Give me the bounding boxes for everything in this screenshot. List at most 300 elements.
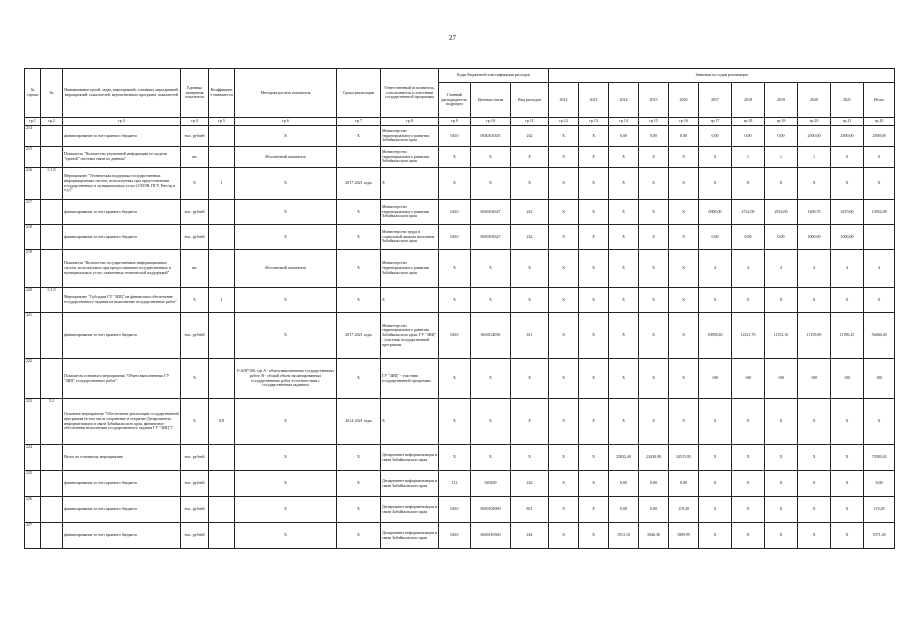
year-value-cell: Х (549, 359, 579, 399)
year-value-cell: Х (639, 313, 669, 359)
year-value-cell: 1409,70 (798, 200, 831, 225)
unit-cell: тыс. рублей (181, 497, 209, 523)
year-value-cell: 1913,10 (609, 523, 639, 549)
year-value-cell: 100 (765, 359, 798, 399)
year-value-cell: 4 (864, 250, 895, 288)
year-value-cell: Х (639, 200, 669, 225)
year-value-cell: Х (864, 399, 895, 445)
table-body (25, 126, 895, 549)
year-value-cell: Х (579, 359, 609, 399)
year-value-cell: Х (579, 126, 609, 147)
row-number-cell: 216 (25, 168, 41, 200)
year-value-cell: 4 (798, 250, 831, 288)
table-row (25, 523, 895, 549)
year-value-cell: Х (669, 250, 699, 288)
coefficient-cell: 1 (209, 168, 235, 200)
coefficient-cell (209, 497, 235, 523)
header-term: Сроки реализации (337, 69, 381, 118)
unit-cell: шт. (181, 250, 209, 288)
row-number-cell: 215 (25, 147, 41, 168)
year-value-cell: Х (579, 200, 609, 225)
year-value-cell: Х (699, 168, 732, 200)
code-cell: 5.2 (41, 399, 63, 445)
year-value-cell: Х (699, 399, 732, 445)
header-csr: Целевая статья (471, 83, 511, 118)
year-value-cell: 0,00 (765, 126, 798, 147)
method-cell: Абсолютный показатель (235, 147, 337, 168)
unit-cell: шт. (181, 147, 209, 168)
table-row (25, 399, 895, 445)
responsible-cell: Министерство территориального развития Забайкальского края (381, 126, 439, 147)
year-value-cell: Х (609, 313, 639, 359)
year-value-cell: Х (831, 471, 864, 497)
csr-cell: Х (471, 359, 511, 399)
header-year: 2016 (669, 83, 699, 118)
year-value-cell: 0 (831, 147, 864, 168)
year-value-cell: Х (864, 288, 895, 313)
column-number-cell: гр.16 (669, 118, 699, 126)
year-value-cell: 4 (831, 250, 864, 288)
year-value-cell: Х (798, 445, 831, 471)
csr-cell: Х (471, 147, 511, 168)
method-cell: Х (235, 288, 337, 313)
year-value-cell: Х (669, 313, 699, 359)
year-value-cell: 56466,40 (864, 313, 895, 359)
header-coefficient: Коэффициент значимости (209, 69, 235, 118)
coefficient-cell (209, 359, 235, 399)
year-value-cell: Х (798, 523, 831, 549)
year-value-cell: Х (732, 168, 765, 200)
year-value-cell: 119,28 (864, 497, 895, 523)
name-cell: финансирование за счет краевого бюджета (63, 225, 181, 250)
year-value-cell: 2914,00 (765, 200, 798, 225)
year-value-cell: 0000,00 (699, 200, 732, 225)
coefficient-cell: 1 (209, 288, 235, 313)
column-number-cell: гр.19 (765, 118, 798, 126)
year-value-cell: 100 (831, 359, 864, 399)
year-value-cell: Х (798, 497, 831, 523)
coefficient-cell (209, 126, 235, 147)
year-value-cell: 1000,00 (831, 225, 864, 250)
year-value-cell: Х (579, 313, 609, 359)
column-number-cell: гр.7 (337, 118, 381, 126)
year-value-cell: Х (831, 168, 864, 200)
code-cell: 5.1.9 (41, 288, 63, 313)
year-value-cell: Х (579, 497, 609, 523)
term-cell: Х (337, 445, 381, 471)
year-value-cell: Х (639, 225, 669, 250)
column-number-cell: гр.9 (439, 118, 471, 126)
table-row (25, 288, 895, 313)
unit-cell: тыс. рублей (181, 313, 209, 359)
coefficient-cell (209, 250, 235, 288)
year-value-cell: Х (669, 147, 699, 168)
year-value-cell: 2500,00 (798, 126, 831, 147)
method-cell: Х (235, 399, 337, 445)
row-number-cell: 225 (25, 471, 41, 497)
responsible-cell: Х (381, 168, 439, 200)
year-value-cell: 2722,90 (732, 200, 765, 225)
year-value-cell: Х (549, 288, 579, 313)
name-cell: Показатель основного мероприятия "Объем выполненных ГУ "ЗИЦ" государственных работ" (63, 359, 181, 399)
column-number-row (25, 118, 895, 126)
vr-cell: 242 (511, 200, 549, 225)
year-value-cell: Х (579, 445, 609, 471)
year-value-cell: Х (765, 288, 798, 313)
grbs-cell: Х (439, 288, 471, 313)
year-value-cell: Х (699, 445, 732, 471)
year-value-cell: Х (669, 225, 699, 250)
name-cell: Показатель "Количество улучшений информации по модели "единой" системы связи по данным" (63, 147, 181, 168)
code-cell (41, 313, 63, 359)
year-value-cell: Х (549, 399, 579, 445)
year-value-cell: 1809,99 (669, 523, 699, 549)
column-number-cell: гр.17 (699, 118, 732, 126)
unit-cell: Х (181, 288, 209, 313)
column-number-cell: гр.3 (63, 118, 181, 126)
header-name: Наименование целей, задач, мероприятий, основных мероприятий, мероприятий, показателей, ведомственных программ, показателей (63, 69, 181, 118)
year-value-cell: 0,00 (669, 471, 699, 497)
responsible-cell: Министерство территориального развития Забайкальского края; ГУ "ЗИЦ" - участник государственной программы (381, 313, 439, 359)
year-value-cell: Х (798, 168, 831, 200)
method-cell: Х (235, 313, 337, 359)
vr-cell: 851 (511, 497, 549, 523)
column-number-cell: гр.5 (209, 118, 235, 126)
term-cell: Х (337, 126, 381, 147)
responsible-cell: ГУ "ЗИЦ" - участник государственной программы (381, 359, 439, 399)
unit-cell: Х (181, 399, 209, 445)
year-value-cell: Х (669, 288, 699, 313)
responsible-cell: Министерство труда и социальной защиты населения Забайкальского края (381, 225, 439, 250)
year-value-cell: 2500,00 (831, 126, 864, 147)
year-value-cell: 119,28 (669, 497, 699, 523)
year-value-cell: Х (609, 250, 639, 288)
table-row (25, 313, 895, 359)
method-cell: Х (235, 168, 337, 200)
header-year: 2018 (732, 83, 765, 118)
column-number-cell: гр.12 (549, 118, 579, 126)
csr-cell: 0630104347 (471, 200, 511, 225)
vr-cell: Х (511, 399, 549, 445)
row-number-cell: 221 (25, 313, 41, 359)
year-value-cell: Х (609, 168, 639, 200)
name-cell: финансирование за счет краевого бюджета (63, 126, 181, 147)
csr-cell: 0630104347 (471, 225, 511, 250)
column-number-cell: гр.4 (181, 118, 209, 126)
row-number-cell: 217 (25, 200, 41, 225)
grbs-cell: 0410 (439, 126, 471, 147)
row-number-cell: 219 (25, 250, 41, 288)
name-cell: финансирование за счет краевого бюджета (63, 200, 181, 225)
year-value-cell: 100 (732, 359, 765, 399)
grbs-cell: Х (439, 359, 471, 399)
year-value-cell: Х (699, 523, 732, 549)
year-value-cell: 11186,25 (831, 313, 864, 359)
grbs-cell: 0410 (439, 200, 471, 225)
column-number-cell: гр.8 (381, 118, 439, 126)
year-value-cell: Х (639, 147, 669, 168)
year-value-cell: Х (549, 313, 579, 359)
term-cell: 2014-2021 годы (337, 399, 381, 445)
code-cell (41, 225, 63, 250)
year-value-cell: 0,00 (609, 471, 639, 497)
vr-cell: 242 (511, 126, 549, 147)
year-value-cell: Х (549, 147, 579, 168)
header-code: № (41, 69, 63, 118)
year-value-cell: Х (798, 399, 831, 445)
term-cell: Х (337, 200, 381, 225)
header-year-values: Значения по годам реализации (549, 69, 895, 83)
header-method: Методика расчета показателя (235, 69, 337, 118)
year-value-cell: 23430,90 (639, 445, 669, 471)
year-value-cell: Х (609, 225, 639, 250)
code-cell (41, 359, 63, 399)
unit-cell: тыс. рублей (181, 471, 209, 497)
year-value-cell: 10858,40 (699, 313, 732, 359)
year-value-cell: Х (639, 359, 669, 399)
header-row-number: № строки (25, 69, 41, 118)
coefficient-cell (209, 313, 235, 359)
year-value-cell: 12211,70 (732, 313, 765, 359)
year-value-cell: 1846,30 (639, 523, 669, 549)
header-year: 2015 (639, 83, 669, 118)
year-value-cell: Х (765, 445, 798, 471)
year-value-cell: 1000,00 (798, 225, 831, 250)
responsible-cell: Министерство территориального развития Забайкальского края (381, 250, 439, 288)
year-value-cell: Х (732, 288, 765, 313)
vr-cell: Х (511, 359, 549, 399)
unit-cell: % (181, 359, 209, 399)
csr-cell: Х (471, 399, 511, 445)
header-vr: Вид расходов (511, 83, 549, 118)
year-value-cell: Х (639, 168, 669, 200)
year-value-cell: 5571,49 (864, 523, 895, 549)
grbs-cell: 112 (439, 471, 471, 497)
year-value-cell: 0,00 (609, 126, 639, 147)
vr-cell: Х (511, 168, 549, 200)
term-cell: Х (337, 250, 381, 288)
year-value-cell: Х (639, 250, 669, 288)
column-number-cell: гр.21 (831, 118, 864, 126)
year-value-cell: Х (549, 200, 579, 225)
header-budget-codes: Коды бюджетной классификации расходов (439, 69, 549, 83)
name-cell: Мероприятие "Субсидия ГУ "ЗИЦ" на финансовое обеспечение государственного задания на выполнение государственных работ" (63, 288, 181, 313)
table-row (25, 250, 895, 288)
responsible-cell: Х (381, 288, 439, 313)
year-value-cell: Х (732, 471, 765, 497)
year-value-cell: Х (609, 399, 639, 445)
responsible-cell: Департамент информатизации и связи Забайкальского края (381, 523, 439, 549)
method-cell: Х (235, 225, 337, 250)
year-value-cell: Х (831, 288, 864, 313)
table-row (25, 225, 895, 250)
year-value-cell: 0,00 (639, 497, 669, 523)
row-number-cell: 226 (25, 497, 41, 523)
code-cell (41, 471, 63, 497)
year-value-cell: 1 (798, 147, 831, 168)
year-value-cell: 0,00 (732, 225, 765, 250)
method-cell: Х (235, 200, 337, 225)
code-cell: 5.1.8 (41, 168, 63, 200)
term-cell (337, 147, 381, 168)
year-value-cell: Х (699, 497, 732, 523)
year-value-cell: Х (864, 168, 895, 200)
year-value-cell: 13952,90 (864, 200, 895, 225)
header-year: 2014 (609, 83, 639, 118)
term-cell: 2017-2021 годы (337, 313, 381, 359)
code-cell (41, 445, 63, 471)
method-cell: Х (235, 523, 337, 549)
year-value-cell: Х (765, 523, 798, 549)
coefficient-cell (209, 225, 235, 250)
year-value-cell: Х (579, 225, 609, 250)
program-table (24, 68, 895, 549)
year-value-cell: Х (609, 288, 639, 313)
year-value-cell: 11159,00 (798, 313, 831, 359)
year-value-cell: Х (549, 497, 579, 523)
column-number-cell: гр.15 (639, 118, 669, 126)
unit-cell: Х (181, 168, 209, 200)
year-value-cell: 0,00 (639, 471, 669, 497)
term-cell: Х (337, 497, 381, 523)
table-row (25, 497, 895, 523)
coefficient-cell (209, 471, 235, 497)
column-number-cell: гр.13 (579, 118, 609, 126)
grbs-cell: Х (439, 147, 471, 168)
table-row (25, 445, 895, 471)
table-row (25, 359, 895, 399)
row-number-cell: 224 (25, 445, 41, 471)
code-cell (41, 200, 63, 225)
year-value-cell: Х (831, 523, 864, 549)
term-cell: Х (337, 225, 381, 250)
unit-cell: тыс. рублей (181, 445, 209, 471)
vr-cell: Х (511, 288, 549, 313)
year-value-cell: Х (609, 200, 639, 225)
header-year: 2017 (699, 83, 732, 118)
year-value-cell: Х (765, 399, 798, 445)
year-value-cell: Х (669, 200, 699, 225)
table-row (25, 471, 895, 497)
code-cell (41, 523, 63, 549)
responsible-cell: Министерство территориального развития Забайкальского края (381, 147, 439, 168)
year-value-cell: Х (831, 497, 864, 523)
year-value-cell: 0,00 (864, 471, 895, 497)
year-value-cell: 24515,95 (669, 445, 699, 471)
vr-cell: 242 (511, 471, 549, 497)
table-row (25, 126, 895, 147)
year-value-cell: 100 (699, 359, 732, 399)
name-cell: финансирование за счет краевого бюджета (63, 497, 181, 523)
year-value-cell: 1 (732, 147, 765, 168)
program-table-wrapper (24, 68, 887, 549)
year-value-cell: Х (765, 497, 798, 523)
year-value-cell: 4 (765, 250, 798, 288)
year-value-cell: Х (549, 523, 579, 549)
year-value-cell: Х (765, 168, 798, 200)
coefficient-cell (209, 445, 235, 471)
row-number-cell: 223 (25, 399, 41, 445)
csr-cell: 0630114050 (471, 313, 511, 359)
term-cell: Х (337, 359, 381, 399)
vr-cell: 242 (511, 225, 549, 250)
code-cell (41, 250, 63, 288)
name-cell: Основное мероприятие "Обеспечение реализации государственной программы (в том числе сохранение и открытие Департамента информатизации и связи Забайкальского края, финансовое обеспечение выполнения государственного задания ГУ "ЗИЦ")" (63, 399, 181, 445)
vr-cell: 611 (511, 313, 549, 359)
year-value-cell: 11152,10 (765, 313, 798, 359)
responsible-cell: Департамент информатизации и связи Забайкальского края (381, 471, 439, 497)
csr-cell: 920209 (471, 471, 511, 497)
csr-cell: Х (471, 250, 511, 288)
year-value-cell: 0,00 (609, 497, 639, 523)
year-value-cell (864, 225, 895, 250)
grbs-cell: Х (439, 445, 471, 471)
csr-cell: 0630104900 (471, 497, 511, 523)
coefficient-cell (209, 523, 235, 549)
page-number: 27 (449, 34, 456, 42)
year-value-cell: Х (579, 288, 609, 313)
column-number-cell: гр.18 (732, 118, 765, 126)
year-value-cell: 1 (765, 147, 798, 168)
vr-cell: 244 (511, 523, 549, 549)
year-value-cell: Х (549, 471, 579, 497)
vr-cell: Х (511, 250, 549, 288)
method-cell: Абсолютный показатель (235, 250, 337, 288)
year-value-cell: Х (669, 168, 699, 200)
grbs-cell: 0410 (439, 225, 471, 250)
unit-cell: тыс. рублей (181, 200, 209, 225)
csr-cell: Х (471, 445, 511, 471)
coefficient-cell: 0,8 (209, 399, 235, 445)
year-value-cell: Х (549, 126, 579, 147)
year-value-cell: Х (699, 288, 732, 313)
year-value-cell: Х (732, 445, 765, 471)
responsible-cell: Министерство территориального развития Забайкальского края (381, 200, 439, 225)
row-number-cell: 218 (25, 225, 41, 250)
year-value-cell: Х (549, 250, 579, 288)
year-value-cell: Х (579, 250, 609, 288)
year-value-cell: 0,00 (699, 126, 732, 147)
year-value-cell: Х (732, 523, 765, 549)
method-cell: Х (235, 497, 337, 523)
year-value-cell: Х (549, 225, 579, 250)
code-cell (41, 147, 63, 168)
grbs-cell: 0410 (439, 497, 471, 523)
term-cell: Х (337, 471, 381, 497)
year-value-cell: Х (609, 147, 639, 168)
year-value-cell: Х (609, 359, 639, 399)
year-value-cell: 73583,63 (864, 445, 895, 471)
year-value-cell: 2500,00 (864, 126, 895, 147)
row-number-cell: 227 (25, 523, 41, 549)
csr-cell: Х (471, 288, 511, 313)
grbs-cell: 0410 (439, 523, 471, 549)
responsible-cell: Департамент информатизации и связи Забайкальского края (381, 497, 439, 523)
vr-cell: Х (511, 445, 549, 471)
year-value-cell: 0,00 (732, 126, 765, 147)
csr-cell: 0630149300 (471, 523, 511, 549)
coefficient-cell (209, 200, 235, 225)
year-value-cell: Х (579, 523, 609, 549)
year-value-cell: 0 (864, 147, 895, 168)
responsible-cell: Х (381, 399, 439, 445)
vr-cell: Х (511, 147, 549, 168)
code-cell (41, 497, 63, 523)
year-value-cell: Х (699, 471, 732, 497)
table-row (25, 168, 895, 200)
name-cell: финансирование за счет краевого бюджета (63, 471, 181, 497)
column-number-cell: гр.20 (864, 118, 895, 126)
